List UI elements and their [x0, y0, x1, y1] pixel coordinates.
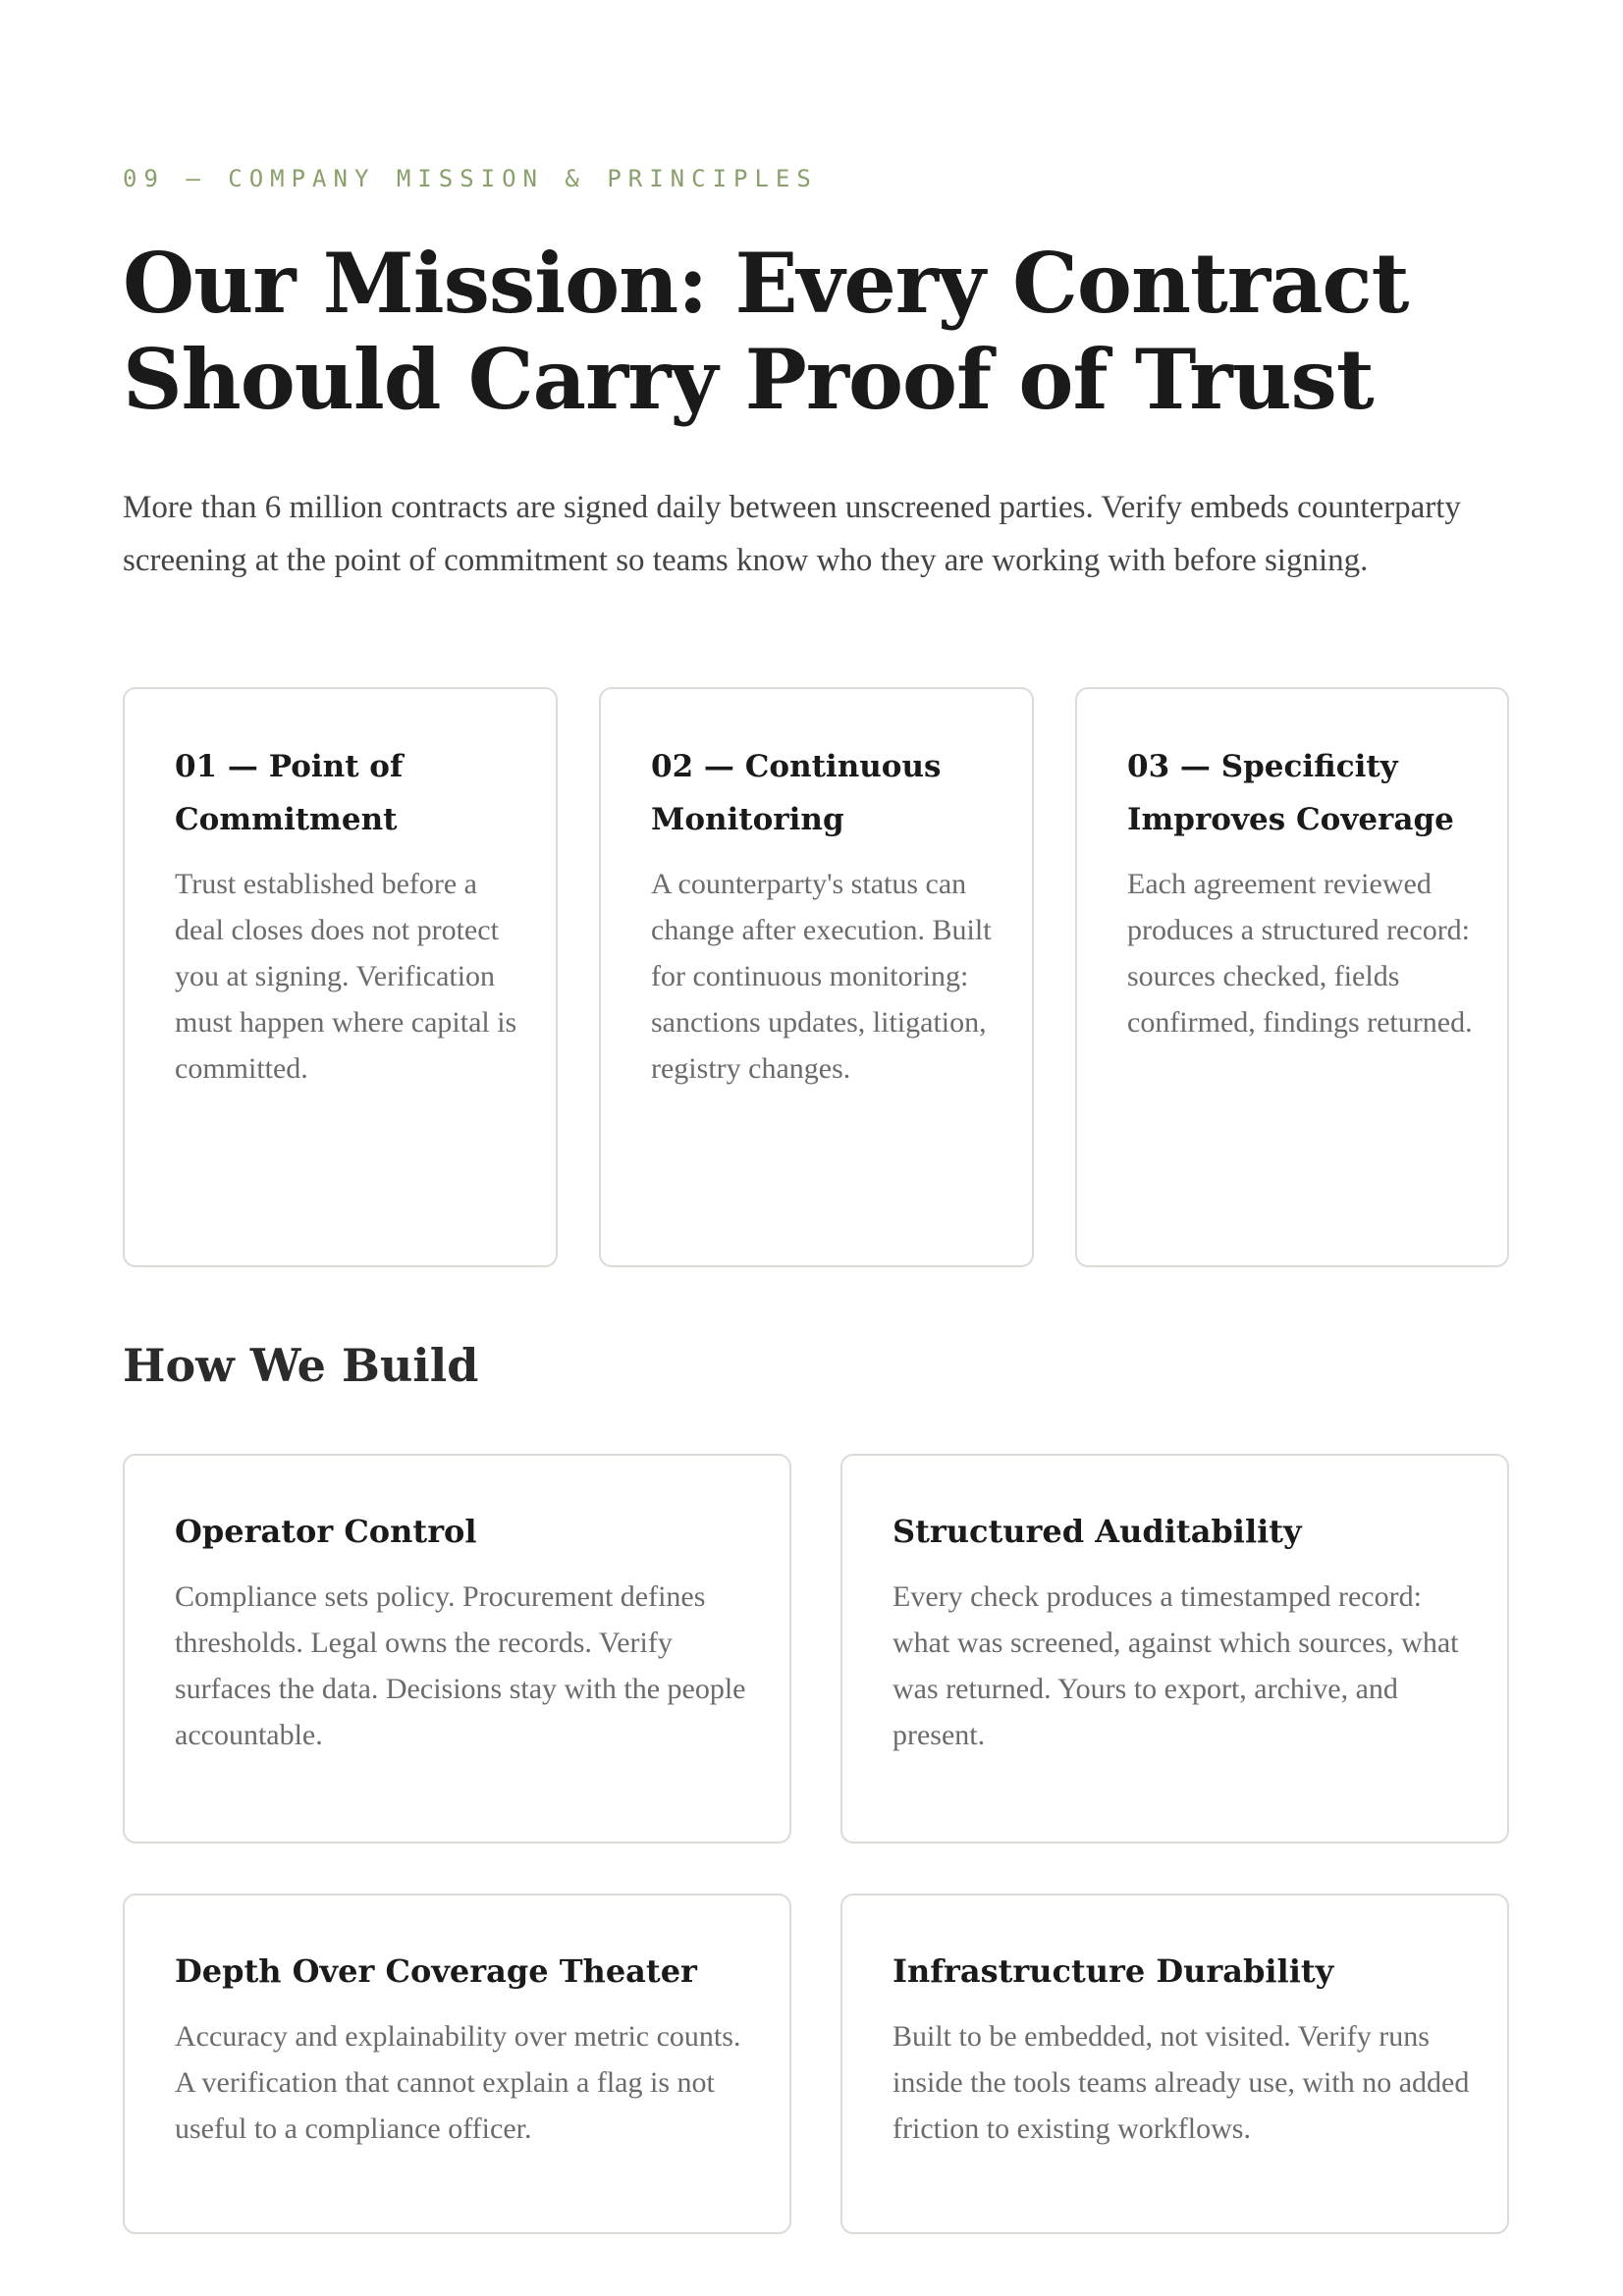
- principle-title: 03 — Specificity Improves Coverage: [1127, 749, 1454, 837]
- principle-title: 01 — Point of Commitment: [175, 749, 404, 837]
- principle-card-point-of-commitment: [123, 687, 558, 1267]
- principle-title: 02 — Continuous Monitoring: [651, 749, 942, 837]
- build-card-title: Operator Control: [175, 1513, 477, 1550]
- build-card-title: Depth Over Coverage Theater: [175, 1952, 697, 1990]
- build-card-title: Infrastructure Durability: [893, 1952, 1334, 1990]
- principle-card-specificity: [1075, 687, 1509, 1267]
- build-card-body: Built to be embedded, not visited. Verify runs inside the tools teams already use, with no added friction to existing workflows.: [893, 2020, 1470, 2145]
- build-card-depth-over-coverage: [123, 1894, 791, 2234]
- build-card-body: Accuracy and explainability over metric counts. A verification that cannot explain a flag is not useful to a compliance officer.: [175, 2020, 741, 2145]
- build-card-title: Structured Auditability: [893, 1513, 1302, 1550]
- principle-body: A counterparty's status can change after execution. Built for continuous monitoring: sanctions updates, litigation, registry changes.: [651, 868, 992, 1085]
- section-heading-how-we-build: How We Build: [123, 1339, 479, 1392]
- build-card-body: Every check produces a timestamped record: what was screened, against which sources, what was returned. Yours to export, archive, and present.: [893, 1580, 1459, 1751]
- build-card-body: Compliance sets policy. Procurement defines thresholds. Legal owns the records. Verify surfaces the data. Decisions stay with the people accountable.: [175, 1580, 746, 1751]
- build-card-operator-control: [123, 1454, 791, 1843]
- build-card-infrastructure-durability: [840, 1894, 1509, 2234]
- build-card-structured-auditability: [840, 1454, 1509, 1843]
- page-title: Our Mission: Every Contract Should Carry Proof of Trust: [123, 235, 1409, 428]
- principle-body: Each agreement reviewed produces a structured record: sources checked, fields confirmed, findings returned.: [1127, 868, 1473, 1039]
- section-eyebrow: 09 — COMPANY MISSION & PRINCIPLES: [123, 165, 818, 192]
- principle-card-continuous-monitoring: [599, 687, 1034, 1267]
- intro-paragraph: More than 6 million contracts are signed daily between unscreened parties. Verify embeds counterparty screening at the point of commitment so teams know who they are working with before signing.: [123, 490, 1461, 578]
- principle-body: Trust established before a deal closes does not protect you at signing. Verification must happen where capital is committed.: [175, 868, 517, 1085]
